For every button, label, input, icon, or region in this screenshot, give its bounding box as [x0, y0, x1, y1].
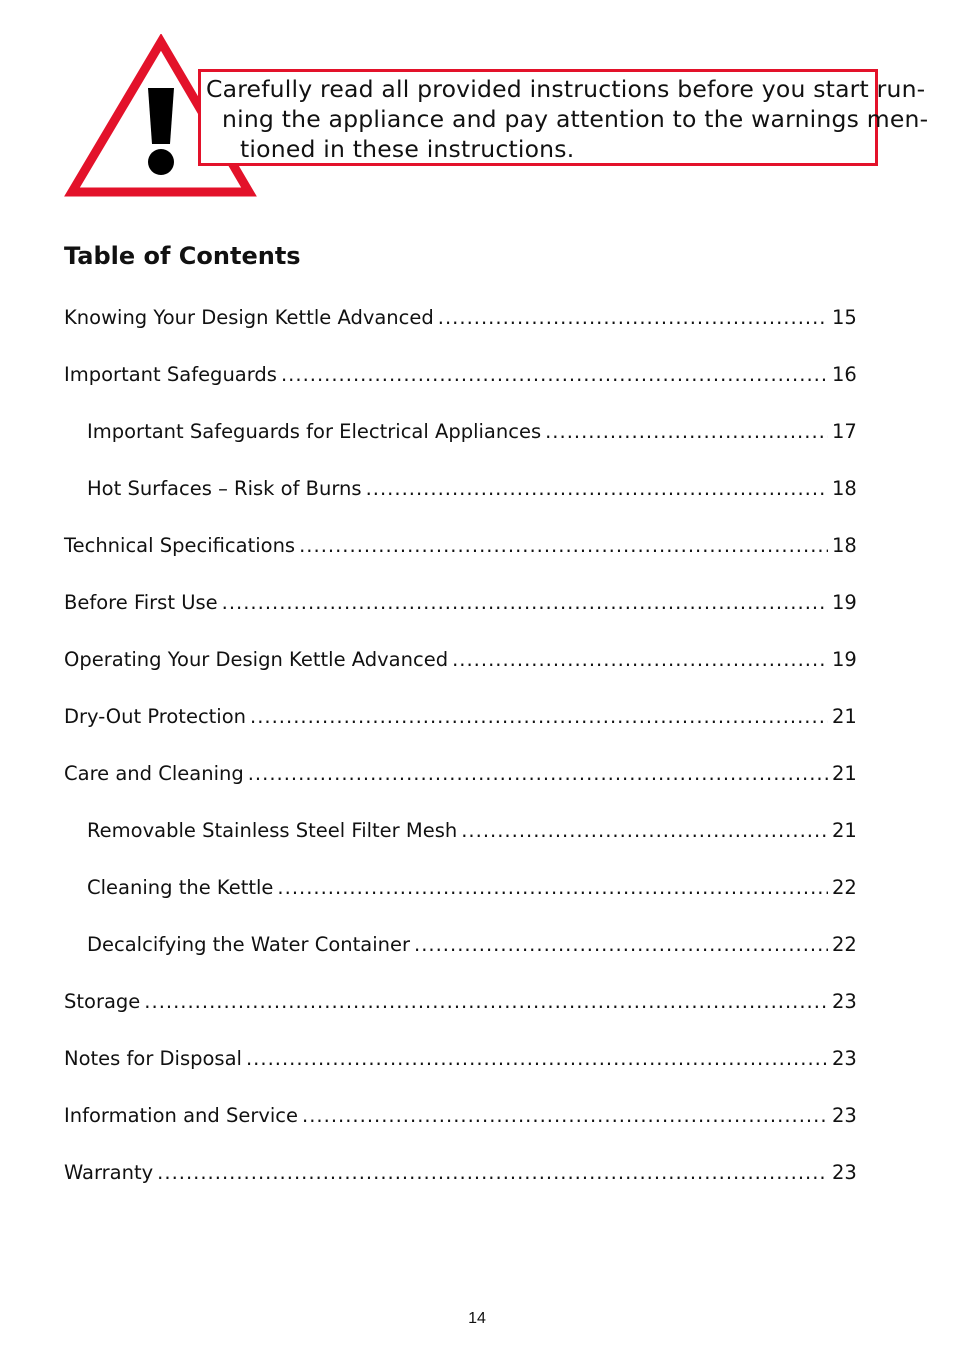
- page-number: 14: [468, 1310, 486, 1327]
- toc-leader-dots: [248, 759, 828, 789]
- toc-entry-page: 18: [832, 534, 857, 557]
- toc-leader-dots: [299, 531, 828, 561]
- toc-entry-label: Operating Your Design Kettle Advanced: [64, 648, 449, 671]
- warning-line: Carefully read all provided instructions before you start run-: [206, 75, 926, 103]
- toc-leader-dots: [438, 303, 828, 333]
- toc-entry[interactable]: [64, 474, 856, 531]
- toc-entry-page: 22: [832, 876, 857, 899]
- toc-entry-page: 21: [832, 819, 857, 842]
- toc-entry-page: 15: [832, 306, 857, 329]
- toc-entry-page: 17: [832, 420, 857, 443]
- toc-list: [64, 303, 856, 1215]
- toc-entry-page: 19: [832, 591, 857, 614]
- toc-entry-label: Knowing Your Design Kettle Advanced: [64, 306, 434, 329]
- toc-entry-label: Important Safeguards for Electrical Appliances: [87, 420, 542, 443]
- toc-leader-dots: [157, 1158, 828, 1188]
- toc-entry-label: Information and Service: [64, 1104, 299, 1127]
- toc-entry[interactable]: [64, 1158, 856, 1215]
- toc-entry-page: 23: [832, 1047, 857, 1070]
- toc-entry[interactable]: [64, 360, 856, 417]
- toc-entry[interactable]: [64, 987, 856, 1044]
- toc-entry-page: 23: [832, 1104, 857, 1127]
- toc-entry-label: Before First Use: [64, 591, 218, 614]
- toc-entry-label: Decalcifying the Water Container: [87, 933, 410, 956]
- toc-entry-label: Warranty: [64, 1161, 154, 1184]
- toc-entry-page: 21: [832, 705, 857, 728]
- toc-leader-dots: [222, 588, 828, 618]
- toc-entry-page: 23: [832, 990, 857, 1013]
- warning-line: tioned in these instructions.: [240, 135, 575, 163]
- toc-entry[interactable]: [64, 816, 856, 873]
- toc-entry[interactable]: [64, 930, 856, 987]
- toc-leader-dots: [545, 417, 828, 447]
- toc-entry-label: Notes for Disposal: [64, 1047, 242, 1070]
- toc-entry-label: Important Safeguards: [64, 363, 277, 386]
- warning-notice: [60, 34, 929, 204]
- toc-entry[interactable]: [64, 873, 856, 930]
- toc-entry[interactable]: [64, 531, 856, 588]
- toc-leader-dots: [250, 702, 828, 732]
- toc-entry-label: Technical Specifications: [64, 534, 296, 557]
- toc-entry-page: 23: [832, 1161, 857, 1184]
- toc-leader-dots: [452, 645, 828, 675]
- toc-entry-label: Dry-Out Protection: [64, 705, 247, 728]
- toc-entry[interactable]: [64, 759, 856, 816]
- warning-line: ning the appliance and pay attention to the warnings men-: [222, 105, 929, 133]
- toc-entry-page: 22: [832, 933, 857, 956]
- toc-entry-label: Storage: [64, 990, 141, 1013]
- toc-leader-dots: [366, 474, 828, 504]
- toc-entry-page: 16: [832, 363, 857, 386]
- toc-leader-dots: [144, 987, 828, 1017]
- toc-entry[interactable]: [64, 417, 856, 474]
- toc-entry[interactable]: [64, 588, 856, 645]
- toc-entry[interactable]: [64, 645, 856, 702]
- toc-entry-page: 21: [832, 762, 857, 785]
- warning-text: [206, 74, 929, 164]
- toc-leader-dots: [246, 1044, 828, 1074]
- toc-leader-dots: [414, 930, 828, 960]
- toc-entry-label: Care and Cleaning: [64, 762, 244, 785]
- toc-entry[interactable]: [64, 1044, 856, 1101]
- toc-leader-dots: [281, 360, 828, 390]
- toc-entry-page: 18: [832, 477, 857, 500]
- toc-entry-label: Hot Surfaces – Risk of Burns: [87, 477, 362, 500]
- toc-entry-label: Cleaning the Kettle: [87, 876, 274, 899]
- toc-entry[interactable]: [64, 303, 856, 360]
- toc-entry-label: Removable Stainless Steel Filter Mesh: [87, 819, 458, 842]
- toc-title: Table of Contents: [64, 242, 301, 270]
- toc-leader-dots: [302, 1101, 828, 1131]
- toc-entry[interactable]: [64, 702, 856, 759]
- toc-entry-page: 19: [832, 648, 857, 671]
- toc-entry[interactable]: [64, 1101, 856, 1158]
- toc-leader-dots: [461, 816, 828, 846]
- toc-leader-dots: [277, 873, 828, 903]
